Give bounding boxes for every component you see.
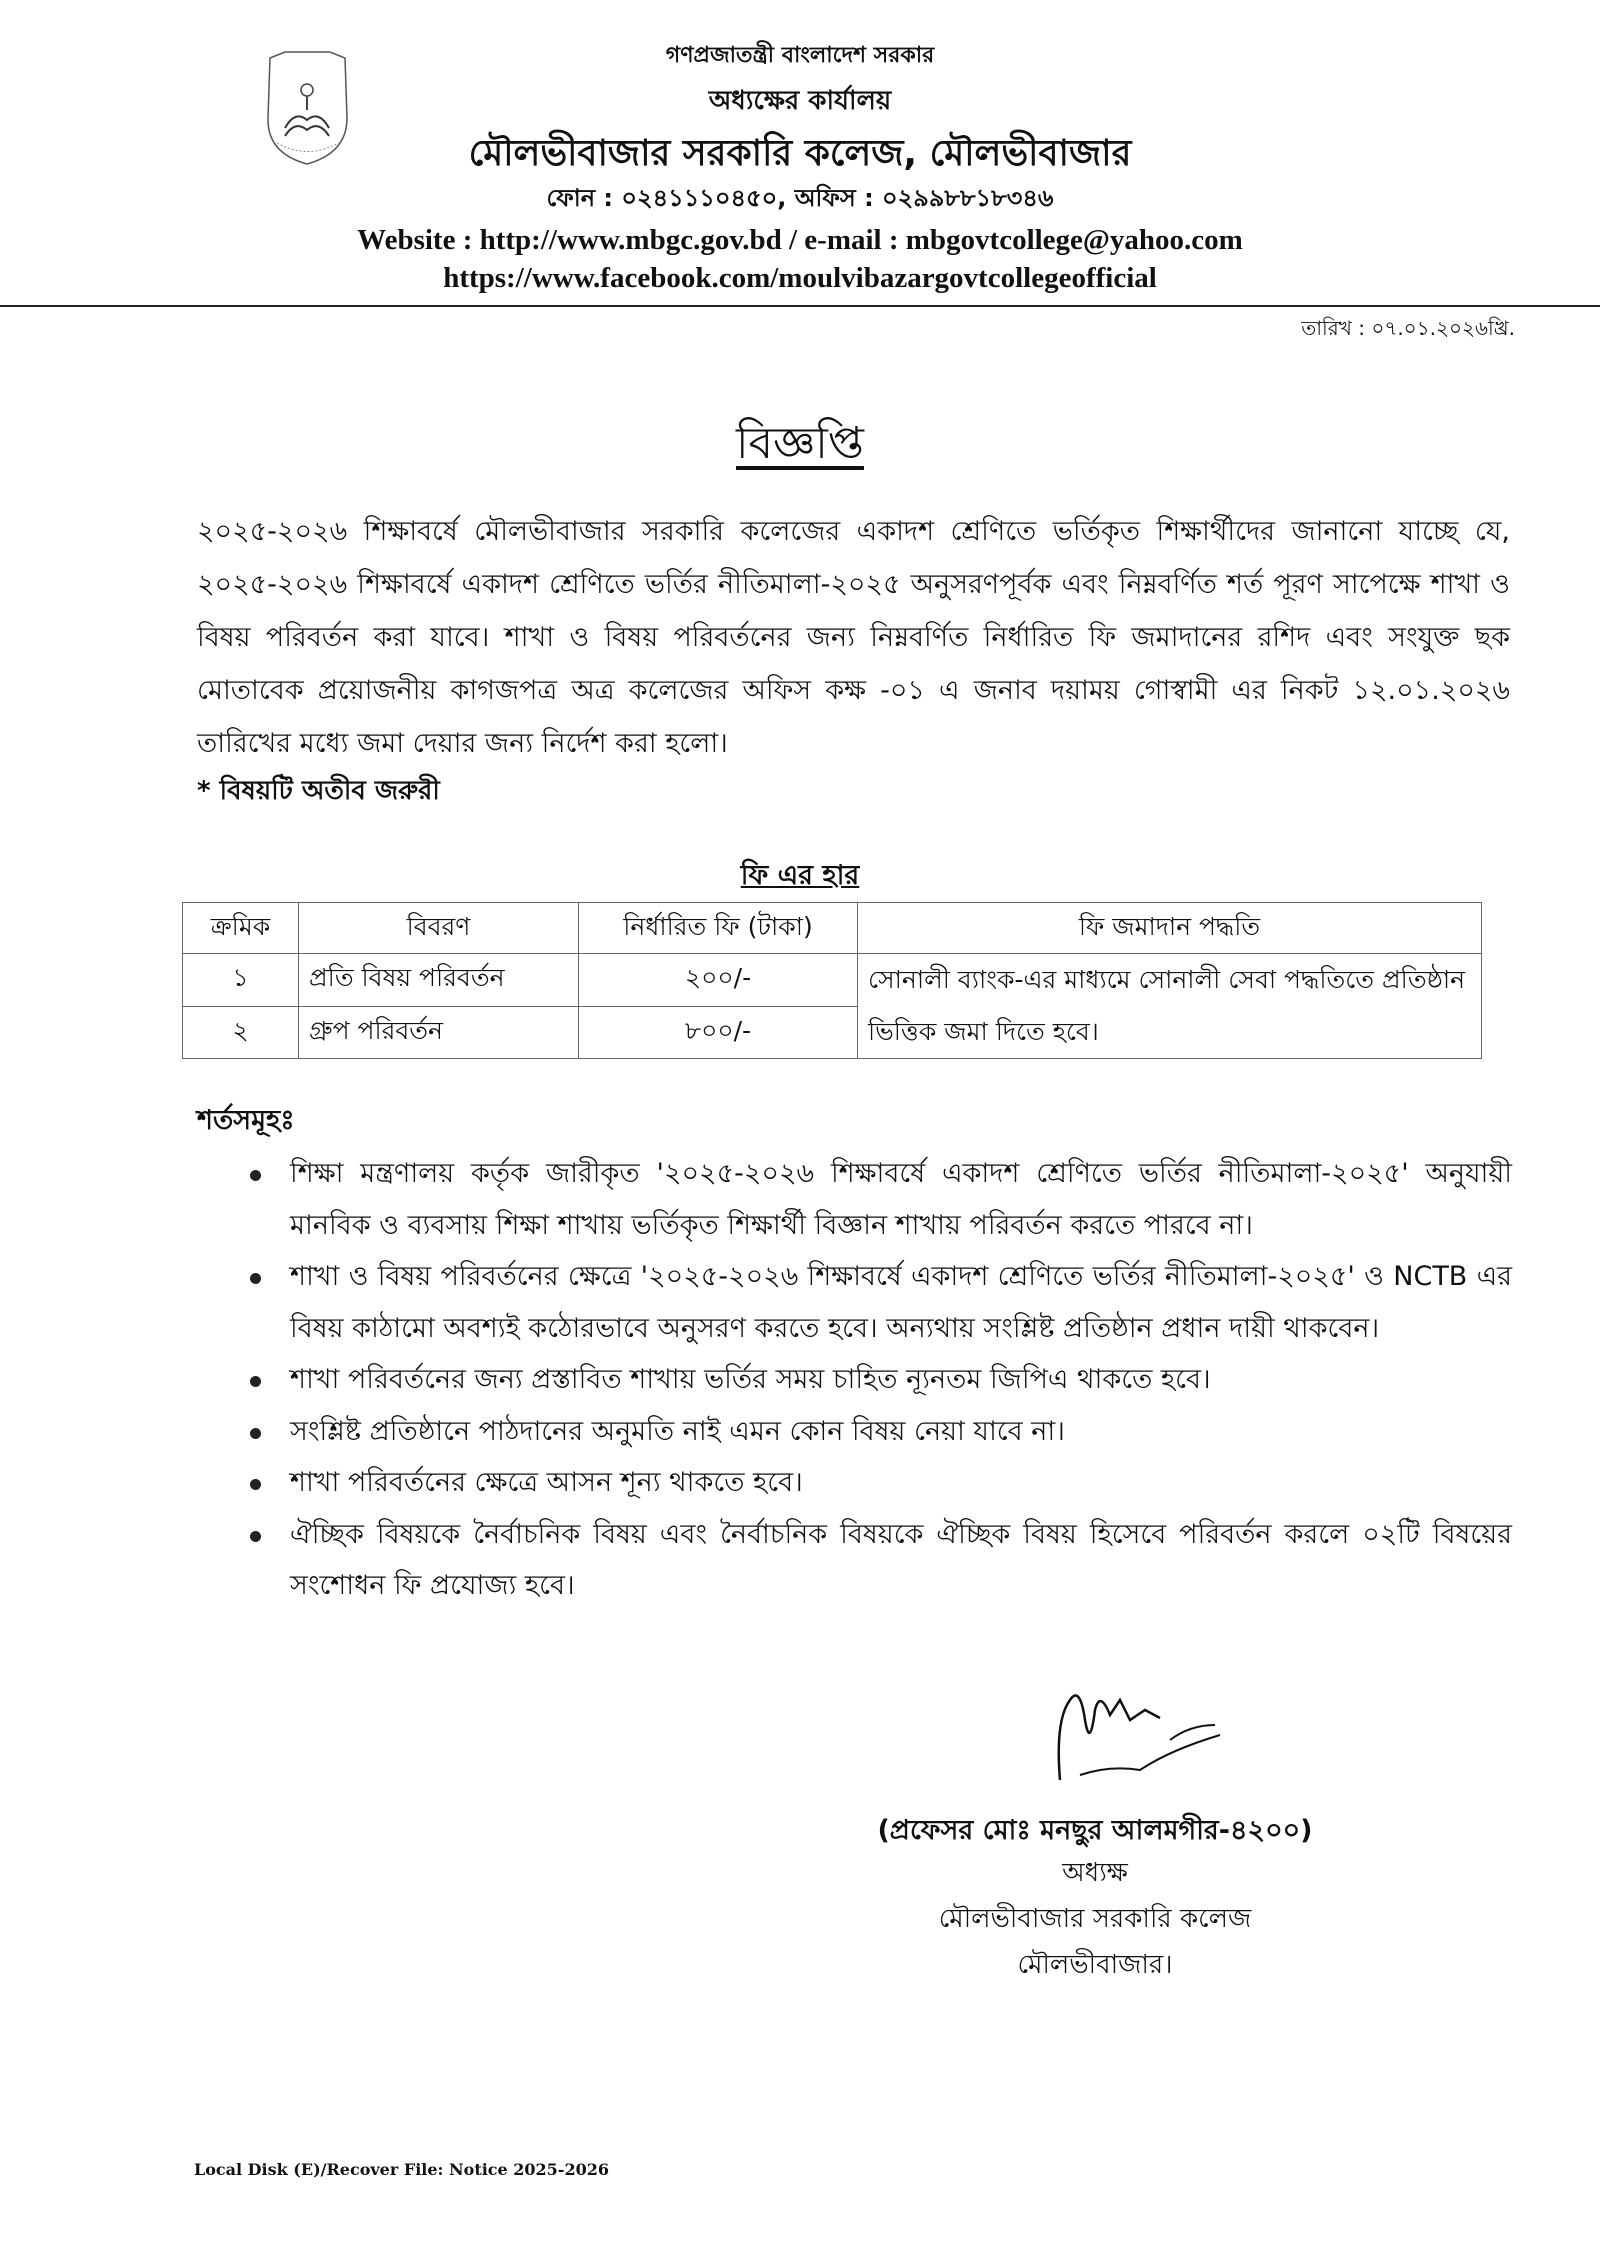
header-fee: নির্ধারিত ফি (টাকা) [579,903,858,954]
header-description: বিবরণ [299,903,579,954]
fee-table [182,902,1482,1059]
notice-title: বিজ্ঞপ্তি [736,418,864,469]
website-email-line: Website : http://www.mbgc.gov.bd / e-mail : mbgovtcollege@yahoo.com [357,224,1243,256]
list-item [250,1251,1512,1354]
header-serial: ক্রমিক [183,903,299,954]
signatory-name: (প্রফেসর মোঃ মনছুর আলমগীর-৪২০০) [877,1815,1313,1846]
notice-date: তারিখ : ০৭.০১.২০২৬খ্রি. [1301,316,1515,340]
signatory-college: মৌলভীবাজার সরকারি কলেজ [938,1904,1252,1934]
bullet-icon [250,1479,261,1490]
bullet-icon [250,1273,261,1284]
table-header-row [183,903,1482,954]
cell-serial: ১ [183,954,299,1007]
conditions-list [250,1148,1512,1612]
notice-body: ২০২৫-২০২৬ শিক্ষাবর্ষে মৌলভীবাজার সরকারি কলেজের একাদশ শ্রেণিতে ভর্তিকৃত শিক্ষার্থীদের জানানো যাচ্ছে যে, ২০২৫-২০২৬ শিক্ষাবর্ষে একাদশ শ্রেণিতে ভর্তির নীতিমালা-২০২৫ অনুসরণপূর্বক এবং নিম্নবর্ণিত শর্ত পূরণ সাপেক্ষে শাখা ও বিষয় পরিবর্তন করা যাবে। শাখা ও বিষয় পরিবর্তনের জন্য নিম্নবর্ণিত নির্ধারিত ফি জমাদানের রশিদ এবং সংযুক্ত ছক মোতাবেক প্রয়োজনীয় কাগজপত্র অত্র কলেজের অফিস কক্ষ -০১ এ জনাব দয়াময় গোস্বামী এর নিকট ১২.০১.২০২৬ তারিখের মধ্যে জমা দেয়ার জন্য নির্দেশ করা হলো। [197,516,1510,759]
cell-description: প্রতি বিষয় পরিবর্তন [299,954,579,1007]
bullet-icon [250,1531,261,1542]
cell-fee: ৮০০/- [579,1006,858,1059]
list-item [250,1509,1512,1612]
cell-fee: ২০০/- [579,954,858,1007]
phone-line: ফোন : ০২৪১১১০৪৫০, অফিস : ০২৯৯৮৮১৮৩৪৬ [546,184,1054,212]
cell-description: গ্রুপ পরিবর্তন [299,1006,579,1059]
handwritten-signature [1050,1680,1250,1790]
bullet-icon [250,1376,261,1387]
list-item [250,1457,1512,1509]
header-method: ফি জমাদান পদ্ধতি [858,903,1482,954]
list-item [250,1148,1512,1251]
file-path-footer: Local Disk (E)/Recover File: Notice 2025-2026 [194,2160,609,2179]
condition-text: ঐচ্ছিক বিষয়কে নৈর্বাচনিক বিষয় এবং নৈর্বাচনিক বিষয়কে ঐচ্ছিক বিষয় হিসেবে পরিবর্তন করলে ০২টি বিষয়ের সংশোধন ফি প্রযোজ্য হবে। [290,1518,1512,1601]
list-item [250,1406,1512,1458]
condition-text: শাখা ও বিষয় পরিবর্তনের ক্ষেত্রে '২০২৫-২০২৬ শিক্ষাবর্ষে একাদশ শ্রেণিতে ভর্তির নীতিমালা-২০২৫' ও NCTB এর বিষয় কাঠামো অবশ্যই কঠোরভাবে অনুসরণ করতে হবে। অন্যথায় সংশ্লিষ্ট প্রতিষ্ঠান প্রধান দায়ী থাকবেন। [290,1261,1512,1344]
table-row [183,954,1482,1007]
condition-text: শিক্ষা মন্ত্রণালয় কর্তৃক জারীকৃত '২০২৫-২০২৬ শিক্ষাবর্ষে একাদশ শ্রেণিতে ভর্তির নীতিমালা-২০২৫' অনুযায়ী মানবিক ও ব্যবসায় শিক্ষা শাখায় ভর্তিকৃত শিক্ষার্থী বিজ্ঞান শাখায় পরিবর্তন করতে পারবে না। [290,1158,1512,1241]
facebook-line: https://www.facebook.com/moulvibazargovtcollegeofficial [443,262,1157,294]
condition-text: শাখা পরিবর্তনের জন্য প্রস্তাবিত শাখায় ভর্তির সময় চাহিত ন্যূনতম জিপিএ থাকতে হবে। [290,1364,1211,1395]
conditions-title: শর্তসমূহঃ [197,1105,295,1136]
signatory-place: মৌলভীবাজার। [1017,1950,1173,1980]
condition-text: সংশ্লিষ্ট প্রতিষ্ঠানে পাঠদানের অনুমতি নাই এমন কোন বিষয় নেয়া যাবে না। [290,1415,1065,1447]
cell-serial: ২ [183,1006,299,1059]
cell-payment-method: সোনালী ব্যাংক-এর মাধ্যমে সোনালী সেবা পদ্ধতিতে প্রতিষ্ঠান ভিত্তিক জমা দিতে হবে। [858,954,1482,1059]
urgent-note: * বিষয়টি অতীব জরুরী [197,776,440,806]
bullet-icon [250,1428,261,1439]
office-line: অধ্যক্ষের কার্যালয় [708,86,892,116]
bullet-icon [250,1170,261,1181]
signatory-designation: অধ্যক্ষ [1062,1858,1128,1888]
fee-table-title: ফি এর হার [740,860,860,891]
list-item [250,1354,1512,1406]
header-divider [0,305,1600,307]
condition-text: শাখা পরিবর্তনের ক্ষেত্রে আসন শূন্য থাকতে হবে। [290,1467,803,1498]
government-line: গণপ্রজাতন্ত্রী বাংলাদেশ সরকার [665,43,935,68]
college-name: মৌলভীবাজার সরকারি কলেজ, মৌলভীবাজার [468,133,1132,174]
